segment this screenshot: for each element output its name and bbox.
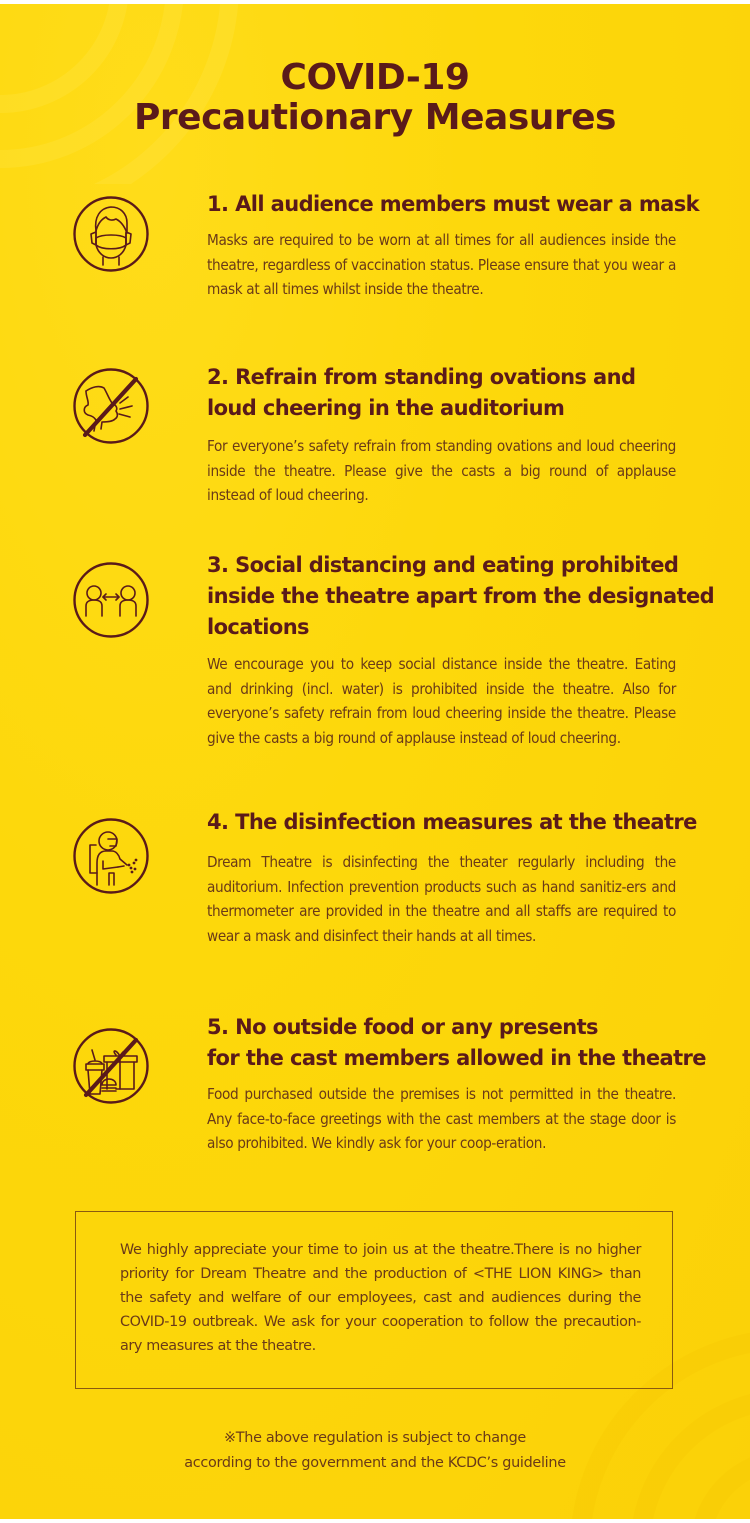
measure-heading-line: 4. The disinfection measures at the theatre — [207, 810, 697, 834]
disinfection-sprayer-icon — [72, 817, 150, 895]
measure-heading — [207, 362, 707, 424]
measure-heading-line: loud cheering in the auditorium — [207, 396, 565, 420]
poster — [0, 4, 750, 1519]
footnote-line-2: according to the government and the KCDC’s guideline — [184, 1455, 566, 1471]
measure-heading-line: 3. Social distancing and eating prohibited — [207, 553, 679, 577]
measure-body: For everyone’s safety refrain from standing ovations and loud cheering inside the theatre. Please give the casts a big round of applause instead of loud cheering. — [207, 437, 676, 504]
page-title-line-2: Precautionary Measures — [134, 97, 616, 138]
no-food-gifts-icon — [72, 1027, 150, 1105]
measure-heading-line: inside the theatre apart from the designated — [207, 584, 715, 608]
measure-body: Masks are required to be worn at all times for all audiences inside the theatre, regardless of vaccination status. Please ensure that you wear a mask at all times whilst inside the theatre. — [207, 231, 676, 298]
measure-body: Dream Theatre is disinfecting the theater regularly including the auditorium. Infection prevention products such as hand sanitiz-ers and thermometer are provided in the theatre and all staffs are required to wear a mask and disinfect their hands at all times. — [207, 853, 676, 945]
measure-body: Food purchased outside the premises is not permitted in the theatre. Any face-to-face greetings with the cast members at the stage door is also prohibited. We kindly ask for your coop-eration. — [207, 1085, 676, 1152]
measure-heading-line: for the cast members allowed in the theatre — [207, 1046, 706, 1070]
measure-heading-line: 2. Refrain from standing ovations and — [207, 365, 636, 389]
measure-heading — [207, 550, 715, 643]
no-cheering-icon — [72, 367, 150, 445]
measure-heading — [207, 189, 707, 220]
measure-heading-line: 5. No outside food or any presents — [207, 1015, 598, 1039]
page-title-line-1: COVID-19 — [280, 57, 470, 98]
social-distancing-icon — [72, 561, 150, 639]
footnote-line-1: ※The above regulation is subject to change — [224, 1430, 526, 1446]
measure-heading — [207, 807, 707, 838]
measure-heading-line: locations — [207, 615, 309, 639]
notice-box — [75, 1211, 673, 1389]
notice-text: We highly appreciate your time to join us at the theatre.There is no higher priority for Dream Theatre and the production of <THE LION KING> than the safety and welfare of our employees, cast and audiences during the COVID-19 outbreak. We ask for your cooperation to follow the precaution-ary measures at the theatre. — [120, 1242, 641, 1354]
measure-heading — [207, 1012, 707, 1074]
measure-body: We encourage you to keep social distance inside the theatre. Eating and drinking (incl. water) is prohibited inside the theatre. Also for everyone’s safety refrain from loud cheering inside the theatre. Please give the casts a big round of applause instead of loud cheering. — [207, 655, 676, 747]
measure-heading-line: 1. All audience members must wear a mask — [207, 192, 700, 216]
face-mask-icon — [72, 195, 150, 273]
